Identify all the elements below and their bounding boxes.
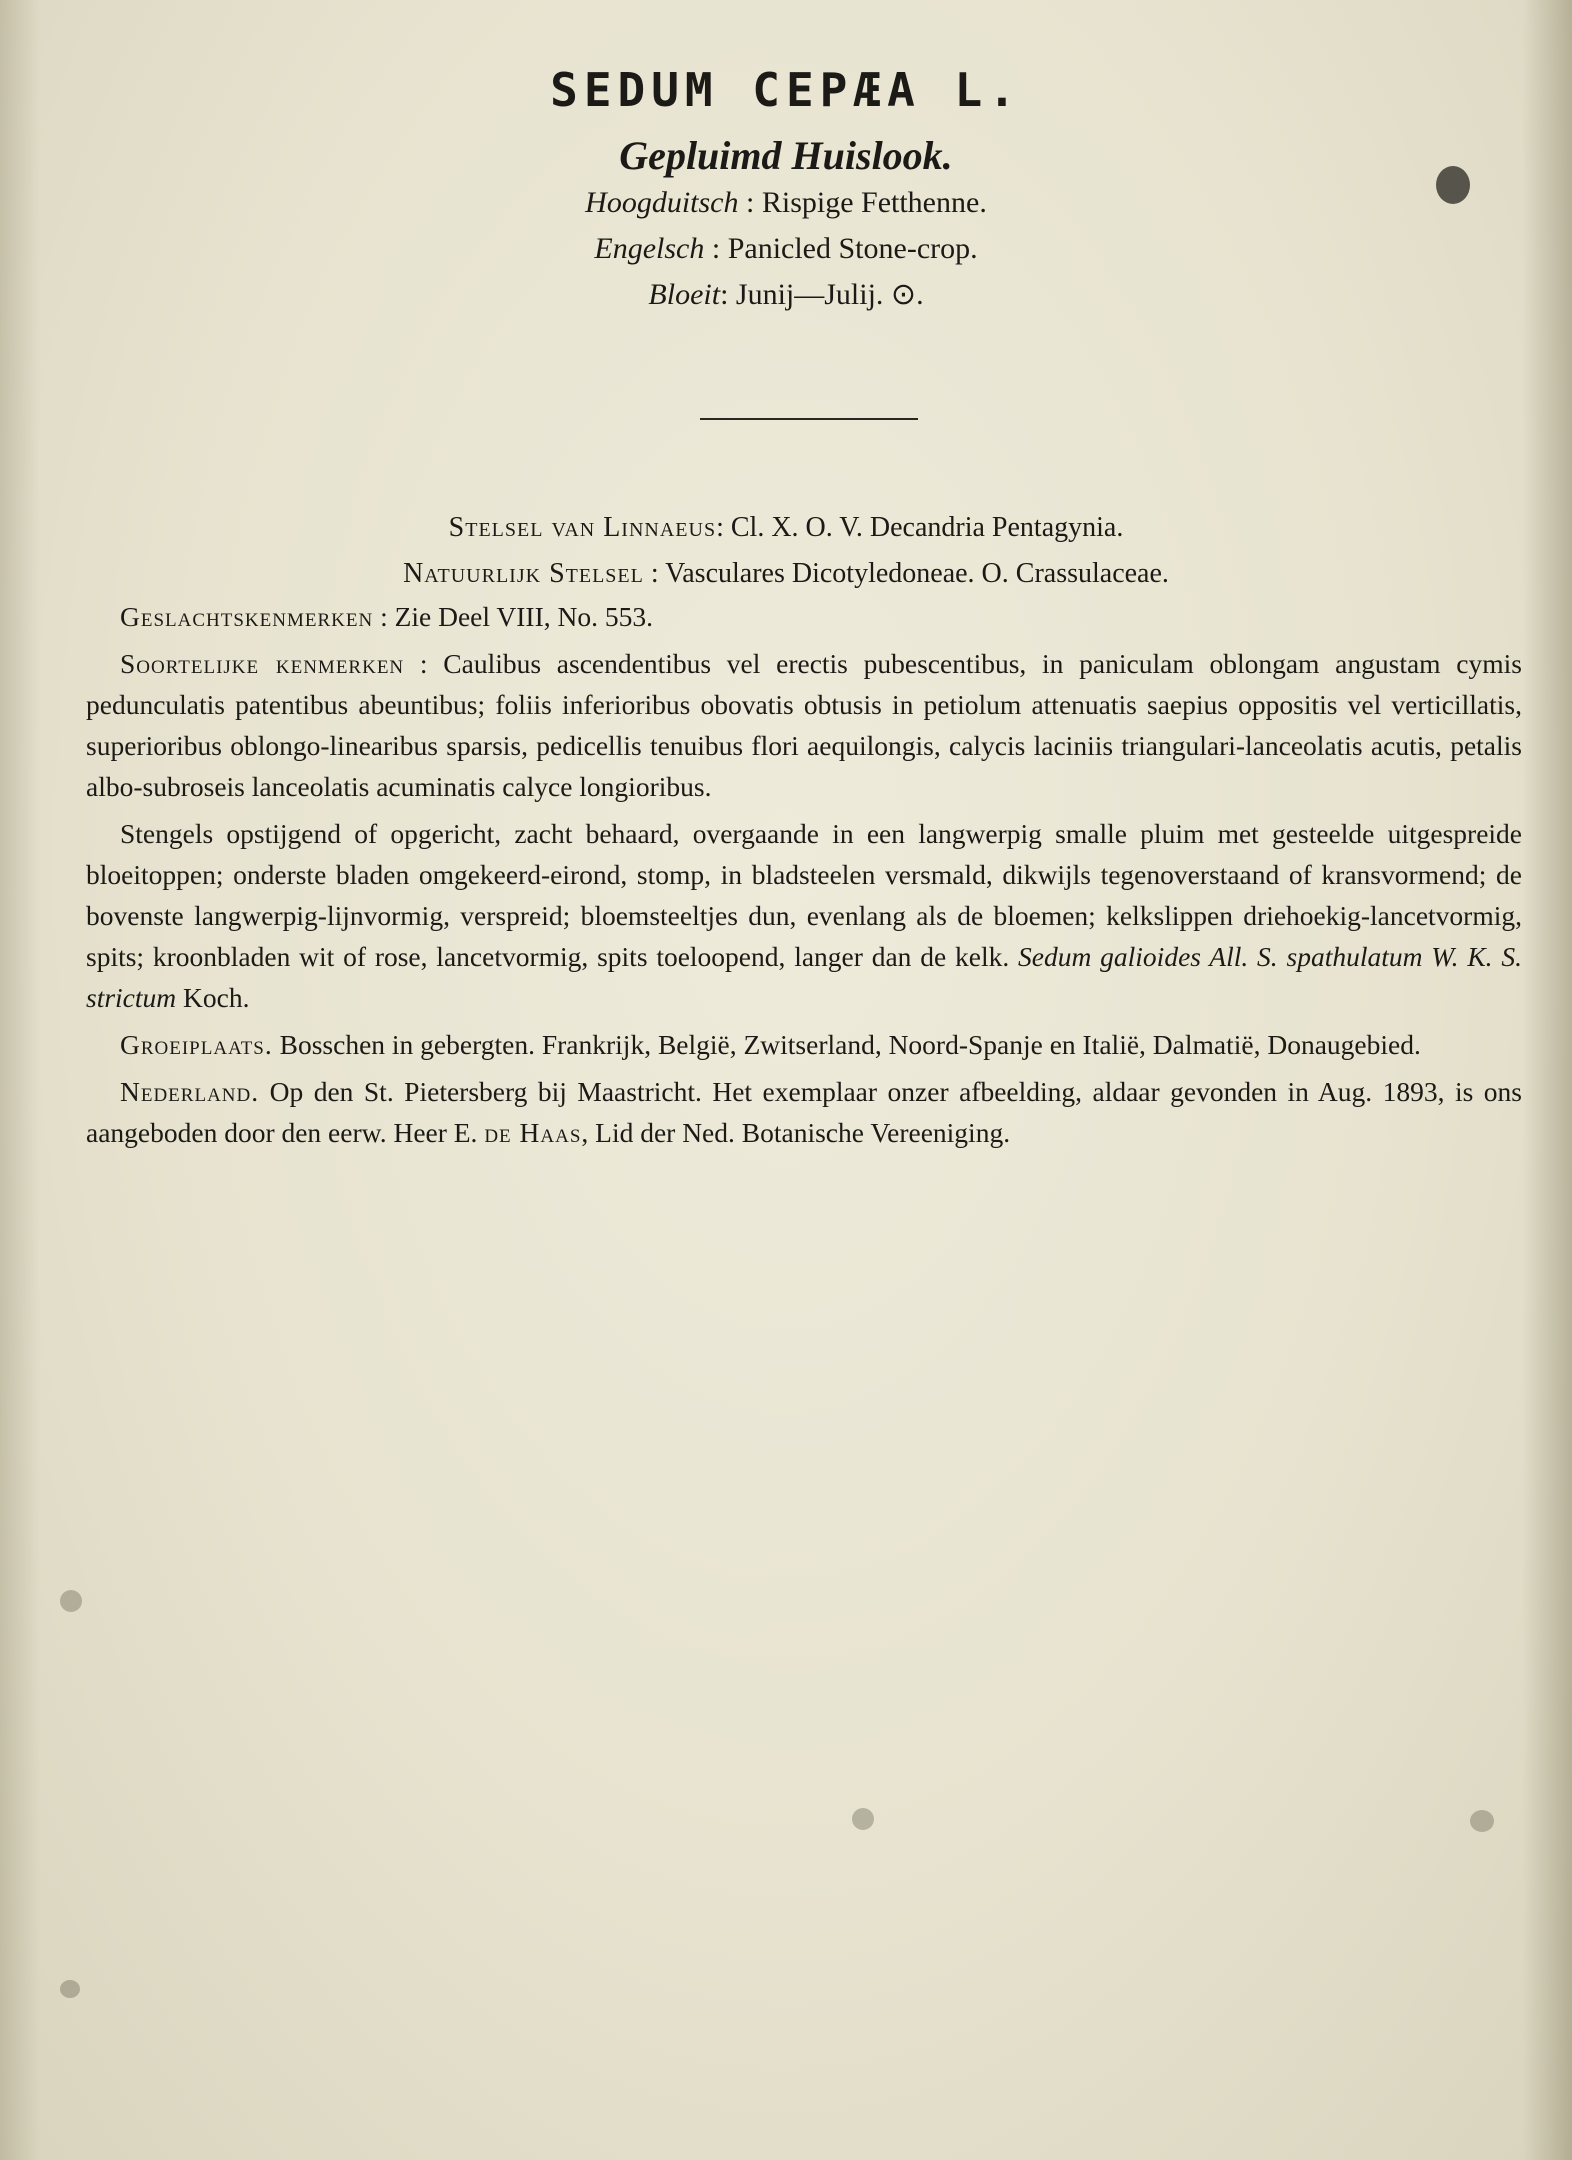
species-value: : Caulibus ascendentibus vel erectis pubescentibus, in paniculam oblongam angustam cymis pedunculatis patentibus abeuntibus; foliis inferioribus obovatis obtusis in petiolum attenuatis saepius oppositis vel verticillatis, superioribus oblongo-linearibus sparsis, pedicellis tenuibus flori aequilongis, calycis laciniis triangulari-lanceolatis acutis, petalis albo-subroseis lanceolatis acuminatis calyce longioribus. bbox=[86, 648, 1522, 802]
synonyms-text: Sedum galioides All. S. spathulatum W. K. S. strictum bbox=[86, 941, 1522, 1013]
stain-spot bbox=[1470, 1810, 1494, 1832]
netherlands-value: Op den St. Pietersberg bij Maastricht. Het exemplaar onzer afbeelding, aldaar gevonden in Aug. 1893, is ons aangeboden door den eerw. Heer E. bbox=[86, 1076, 1522, 1148]
netherlands-paragraph bbox=[86, 1071, 1522, 1153]
meta-value: Panicled Stone-crop. bbox=[727, 232, 978, 265]
divider-rule bbox=[700, 418, 918, 420]
genus-label: Geslachtskenmerken bbox=[120, 601, 374, 632]
page-edge-shadow-left bbox=[0, 0, 40, 2160]
stain-spot bbox=[60, 1590, 82, 1612]
meta-label: Engelsch bbox=[594, 232, 705, 265]
species-paragraph bbox=[86, 643, 1522, 807]
linnaeus-value: : Cl. X. O. V. Decandria Pentagynia. bbox=[716, 512, 1124, 543]
linnaeus-label: Stelsel van Linnaeus bbox=[448, 512, 717, 543]
meta-separator: : bbox=[720, 278, 736, 311]
habitat-value: Bosschen in gebergten. Frankrijk, België, Zwitserland, Noord-Spanje en Italië, Dalmatië, Donaugebied. bbox=[272, 1029, 1421, 1060]
netherlands-label: Nederland. bbox=[120, 1076, 260, 1107]
habitat-label: Groeiplaats. bbox=[120, 1029, 273, 1060]
meta-value: Junij—Julij. ⊙. bbox=[735, 278, 924, 311]
description-text: Stengels opstijgend of opgericht, zacht behaard, overgaande in een langwerpig smalle pluim met gesteelde uitgespreide bloeitoppen; onderste bladen omgekeerd-eirond, stomp, in bladsteelen versmald, dikwijls tegenoverstaand of kransvormend; de bovenste langwerpig-lijnvormig, verspreid; bloemsteeltjes dun, evenlang als de bloemen; kelkslippen driehoekig-lancetvormig, spits; kroonbladen wit of rose, lancetvormig, spits toeloopend, langer dan de kelk. bbox=[86, 818, 1522, 972]
body-text bbox=[86, 596, 1522, 1159]
stain-spot bbox=[852, 1808, 874, 1830]
header bbox=[0, 60, 1572, 318]
page-edge-shadow-right bbox=[1522, 0, 1572, 2160]
english-name-line bbox=[0, 226, 1572, 272]
german-name-line bbox=[0, 180, 1572, 226]
flowering-line bbox=[0, 272, 1572, 318]
meta-value: Rispige Fetthenne. bbox=[761, 186, 987, 219]
linnaeus-system-line bbox=[0, 508, 1572, 548]
genus-value: : Zie Deel VIII, No. 553. bbox=[373, 601, 653, 632]
meta-separator: : bbox=[704, 232, 728, 265]
species-label: Soortelijke kenmerken bbox=[120, 648, 405, 679]
synonyms-author: Koch. bbox=[176, 982, 250, 1013]
natural-label: Natuurlijk Stelsel bbox=[403, 558, 644, 589]
meta-separator: : bbox=[738, 186, 762, 219]
description-paragraph bbox=[86, 813, 1522, 1018]
natural-value: : Vasculares Dicotyledoneae. O. Crassulaceae. bbox=[643, 558, 1169, 589]
netherlands-value-end: , Lid der Ned. Botanische Vereeniging. bbox=[581, 1117, 1011, 1148]
page-title: SEDUM CEPÆA L. bbox=[550, 63, 1022, 117]
dutch-name: Gepluimd Huislook. bbox=[619, 133, 953, 178]
stain-spot bbox=[60, 1980, 80, 1998]
meta-label: Bloeit bbox=[648, 278, 721, 311]
natural-system-line bbox=[0, 554, 1572, 594]
donor-name: de Haas bbox=[484, 1117, 582, 1148]
genus-paragraph bbox=[86, 596, 1522, 637]
habitat-paragraph bbox=[86, 1024, 1522, 1065]
meta-label: Hoogduitsch bbox=[585, 186, 739, 219]
